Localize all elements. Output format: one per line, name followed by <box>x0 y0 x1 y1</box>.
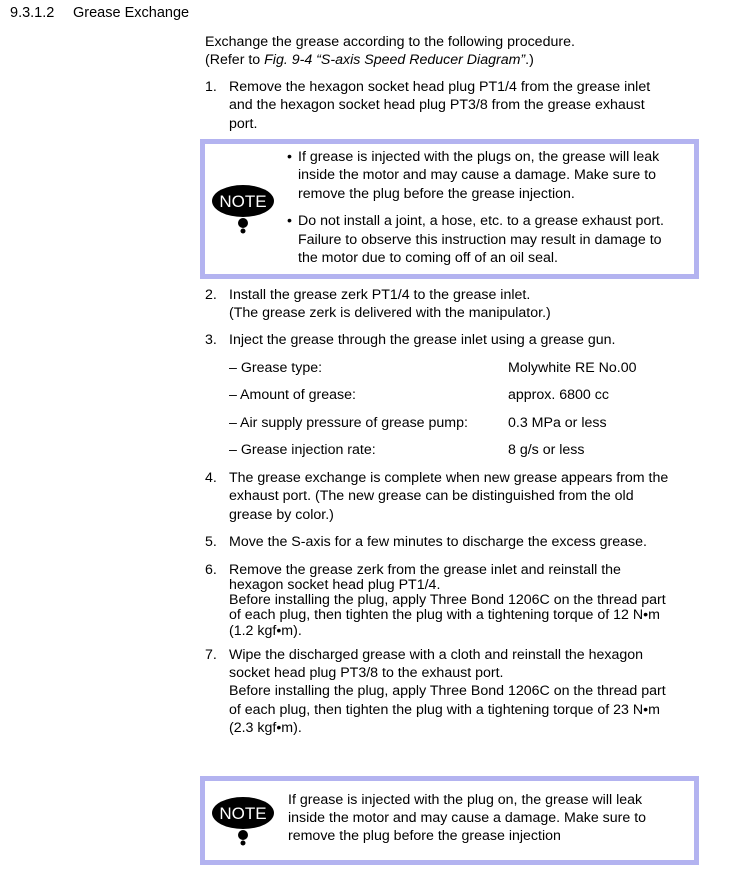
spec-label: – Amount of grease: <box>229 387 356 403</box>
note-2-line-2: inside the motor and may cause a damage. Make sure to <box>288 810 647 826</box>
step-1-number: 1. <box>205 79 217 95</box>
note-1-bullet-1-line-3: remove the plug before the grease injection. <box>298 186 575 202</box>
spec-value: Molywhite RE No.00 <box>508 360 637 376</box>
step-7-line-3: Before installing the plug, apply Three Bond 1206C on the thread part <box>229 683 666 699</box>
note-1-bullet-2-line-2: Failure to observe this instruction may result in damage to <box>298 232 662 248</box>
step-1-line-3: port. <box>229 116 258 132</box>
step-4-number: 4. <box>205 470 217 486</box>
note-icon <box>211 184 275 236</box>
spec-value: 8 g/s or less <box>508 442 585 458</box>
step-6-line-2: hexagon socket head plug PT1/4. <box>229 577 441 593</box>
step-1-line-2: and the hexagon socket head plug PT3/8 from the grease exhaust <box>229 97 645 113</box>
note-icon-label: NOTE <box>219 192 267 211</box>
step-3-line-1: Inject the grease through the grease inlet using a grease gun. <box>229 332 616 348</box>
step-6-number: 6. <box>205 562 217 578</box>
step-6-line-1: Remove the grease zerk from the grease inlet and reinstall the <box>229 562 621 578</box>
step-7-line-4: of each plug, then tighten the plug with a tightening torque of 23 N•m <box>229 702 660 718</box>
note-1-bullet-2-marker: • <box>287 213 292 229</box>
step-5-number: 5. <box>205 534 217 550</box>
step-6-line-3: Before installing the plug, apply Three Bond 1206C on the thread part <box>229 592 666 608</box>
step-7-line-1: Wipe the discharged grease with a cloth and reinstall the hexagon <box>229 647 644 663</box>
step-5-line-1: Move the S-axis for a few minutes to discharge the excess grease. <box>229 534 647 550</box>
step-7-line-5: (2.3 kgf•m). <box>229 720 302 736</box>
note-icon <box>211 796 275 848</box>
step-2-line-1: Install the grease zerk PT1/4 to the grease inlet. <box>229 287 531 303</box>
spec-label: – Grease injection rate: <box>229 442 376 458</box>
intro-line-1: Exchange the grease according to the following procedure. <box>205 34 575 50</box>
step-6-line-4: of each plug, then tighten the plug with a tightening torque of 12 N•m <box>229 607 660 623</box>
spec-value: approx. 6800 cc <box>508 387 609 403</box>
step-2-number: 2. <box>205 287 217 303</box>
step-4-line-3: grease by color.) <box>229 507 334 523</box>
step-1-line-1: Remove the hexagon socket head plug PT1/4 from the grease inlet <box>229 79 651 95</box>
step-6-line-5: (1.2 kgf•m). <box>229 623 302 639</box>
step-4-line-1: The grease exchange is complete when new grease appears from the <box>229 470 669 486</box>
note-1-bullet-1-line-1: If grease is injected with the plugs on, the grease will leak <box>298 149 660 165</box>
step-3-number: 3. <box>205 332 217 348</box>
note-1-bullet-1-line-2: inside the motor and may cause a damage. Make sure to <box>298 167 657 183</box>
spec-label: – Air supply pressure of grease pump: <box>229 415 468 431</box>
note-2-line-1: If grease is injected with the plug on, the grease will leak <box>288 792 643 808</box>
step-7-line-2: socket head plug PT3/8 to the exhaust port. <box>229 665 504 681</box>
note-2-line-3: remove the plug before the grease injection <box>288 828 561 844</box>
section-number: 9.3.1.2 <box>10 5 55 21</box>
figure-reference: Fig. 9-4 “S-axis Speed Reducer Diagram” <box>264 52 526 68</box>
step-7-number: 7. <box>205 647 217 663</box>
note-icon-label: NOTE <box>219 804 267 823</box>
section-heading <box>10 5 189 21</box>
intro-line-2: (Refer to Fig. 9-4 “S-axis Speed Reducer Diagram”.) <box>205 52 534 68</box>
spec-label: – Grease type: <box>229 360 323 376</box>
section-title: Grease Exchange <box>73 5 190 21</box>
step-4-line-2: exhaust port. (The new grease can be distinguished from the old <box>229 488 634 504</box>
step-2-line-2: (The grease zerk is delivered with the manipulator.) <box>229 305 551 321</box>
note-1-bullet-1-marker: • <box>287 149 292 165</box>
note-1-bullet-2-line-1: Do not install a joint, a hose, etc. to a grease exhaust port. <box>298 213 664 229</box>
spec-value: 0.3 MPa or less <box>508 415 607 431</box>
note-1-bullet-2-line-3: the motor due to coming off of an oil seal. <box>298 250 558 266</box>
